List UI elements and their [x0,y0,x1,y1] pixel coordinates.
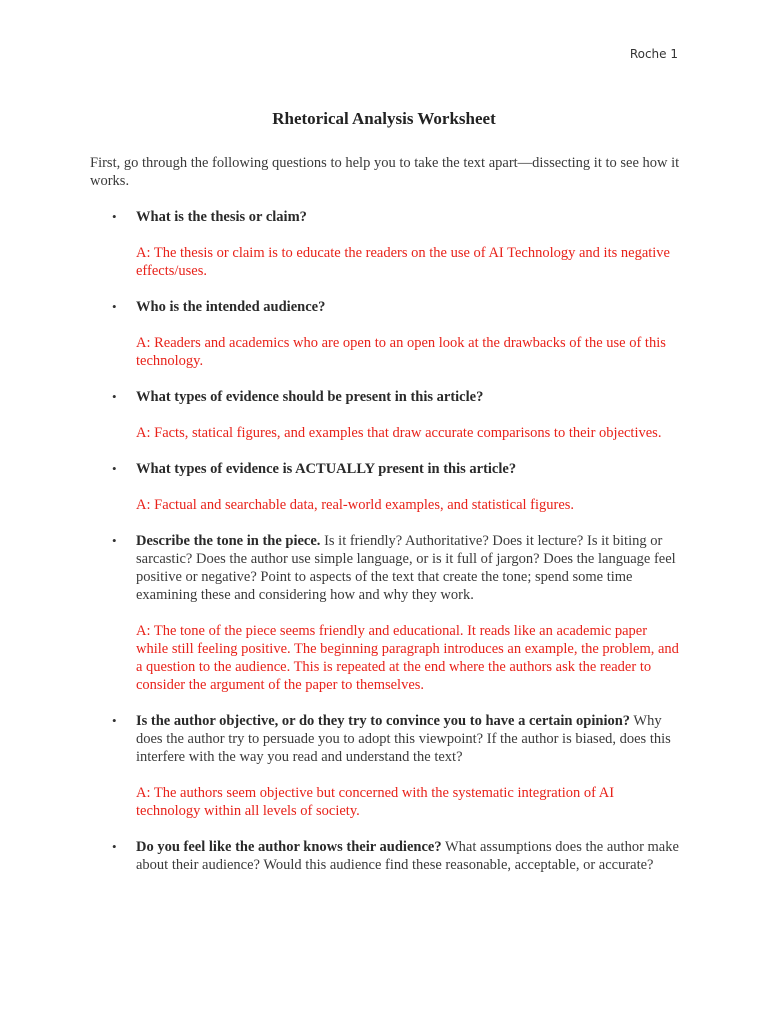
bullet-icon: • [112,461,117,476]
question-bold: Is the author objective, or do they try to convince you to have a certain opinion? [136,713,631,729]
bullet-icon: • [112,713,117,728]
question-text [136,208,680,226]
answer-text: A: The thesis or claim is to educate the readers on the use of AI Technology and its negative effects/uses. [136,245,670,279]
bullet-icon: • [112,389,117,404]
question-bold: What is the thesis or claim? [136,209,307,225]
question-bold: What types of evidence is ACTUALLY present in this article? [136,461,517,477]
answer-text: A: The tone of the piece seems friendly and educational. It reads like an academic paper while still feeling positive. The beginning paragraph introduces an example, the problem, and a question to the audience. This is repeated at the end where the authors ask the reader to consider the argument of the paper to themselves. [136,623,679,693]
list-item [90,712,680,820]
list-item [90,460,680,514]
bullet-icon: • [112,209,117,224]
question-text [136,838,680,874]
list-item [90,388,680,442]
answer-text: A: Factual and searchable data, real-world examples, and statistical figures. [136,497,575,513]
question-rest: Why does the author try to persuade you to adopt this viewpoint? If the author is biased, does this interfere with the way you read and understand the text? [136,713,671,765]
question-bold: Who is the intended audience? [136,299,326,315]
question-text [136,298,680,316]
list-item [90,838,680,874]
list-item [90,208,680,280]
bullet-icon: • [112,533,117,548]
question-bold: What types of evidence should be present in this article? [136,389,484,405]
question-text [136,460,680,478]
question-text [136,532,680,604]
question-bold: Describe the tone in the piece. [136,533,321,549]
intro-paragraph: First, go through the following questions to help you to take the text apart—dissecting it to see how it works. [90,155,680,189]
list-item [90,298,680,370]
question-bold: Do you feel like the author knows their audience? [136,839,442,855]
bullet-icon: • [112,839,117,854]
question-text [136,712,680,766]
answer-text: A: The authors seem objective but concerned with the systematic integration of AI technology within all levels of society. [136,785,615,819]
list-item [90,532,680,694]
question-text [136,388,680,406]
answer-text: A: Readers and academics who are open to an open look at the drawbacks of the use of this technology. [136,335,666,369]
question-list [90,208,680,892]
question-rest: What assumptions does the author make about their audience? Would this audience find these reasonable, acceptable, or accurate? [136,839,679,873]
page-header-label: Roche 1 [629,47,678,61]
bullet-icon: • [112,299,117,314]
question-rest: Is it friendly? Authoritative? Does it lecture? Is it biting or sarcastic? Does the author use simple language, or is it full of jargon? Does the language feel positive or negative? Point to aspects of the text that create the tone; spend some time examining these and considering how and why they work. [136,533,676,603]
answer-text: A: Facts, statical figures, and examples that draw accurate comparisons to their objectives. [136,425,662,441]
document-title: Rhetorical Analysis Worksheet [272,109,496,128]
